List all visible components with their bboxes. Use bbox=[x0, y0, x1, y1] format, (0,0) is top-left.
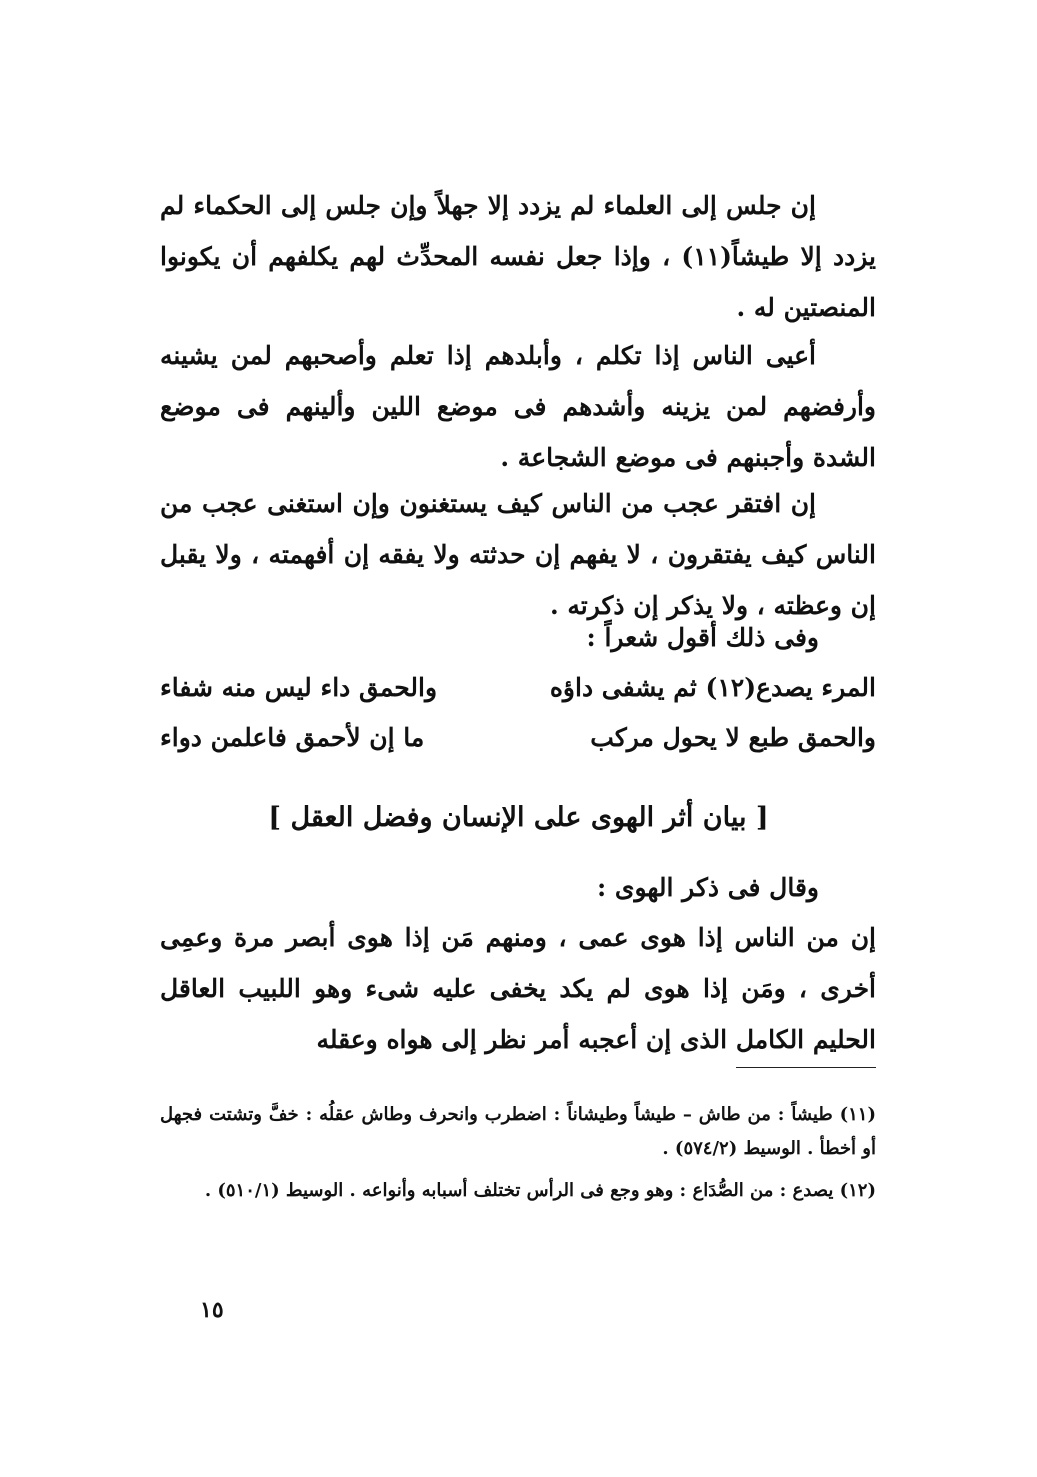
page-number: ١٥ bbox=[200, 1297, 224, 1323]
verse-2-first-hemistich: والحمق طبع لا يحول مركب bbox=[590, 723, 876, 752]
paragraph-2 bbox=[160, 330, 876, 483]
paragraph-2-text: أعيى الناس إذا تكلم ، وأبلدهم إذا تعلم وأصحبهم لمن يشينه وأرفضهم لمن يزينه وأشدهم فى موضع اللين وألينهم فى موضع الشدة وأجبنهم فى موضع الشجاعة . bbox=[160, 341, 876, 472]
section-intro: وقال فى ذكر الهوى : bbox=[596, 873, 819, 902]
footnote-divider bbox=[736, 1067, 876, 1068]
poem-verse-1 bbox=[160, 662, 876, 713]
paragraph-3-text: إن افتقر عجب من الناس كيف يستغنون وإن استغنى عجب من الناس كيف يفتقرون ، لا يفهم إن حدثته ولا يفقه إن أفهمته ، ولا يقبل إن وعظته ، ولا يذكر إن ذكرته . bbox=[160, 489, 876, 620]
footnote-11: (١١) طيشاً : من طاش – طيشاً وطيشاناً : اضطرب وانحرف وطاش عقلُه : خفَّ وتشتت فجهل أو أخطأ . الوسيط (٥٧٤/٢) . bbox=[160, 1104, 876, 1159]
section-paragraph bbox=[160, 912, 876, 1065]
verse-1-first-hemistich: المرء يصدع(١٢) ثم يشفى داؤه bbox=[549, 673, 876, 702]
section-heading: [ بيان أثر الهوى على الإنسان وفضل العقل ] bbox=[268, 802, 769, 833]
footnote-12: (١٢) يصدع : من الصُّدَاع : وهو وجع فى الرأس تختلف أسبابه وأنواعه . الوسيط (٥١٠/١) . bbox=[204, 1180, 876, 1201]
paragraph-1-text: إن جلس إلى العلماء لم يزدد إلا جهلاً وإن جلس إلى الحكماء لم يزدد إلا طيشاً(١١) ، وإذا جعل نفسه المحدِّث لهم يكلفهم أن يكونوا المنصتين له . bbox=[160, 191, 876, 322]
paragraph-3 bbox=[160, 478, 876, 631]
section-paragraph-text: إن من الناس إذا هوى عمى ، ومنهم مَن إذا هوى أبصر مرة وعمِى أخرى ، ومَن إذا هوى لم يكد يخفى عليه شىء وهو اللبيب العاقل الحليم الكامل الذى إن أعجبه أمر نظر إلى هواه وعقله bbox=[160, 923, 876, 1054]
verse-1-second-hemistich: والحمق داء ليس منه شفاء bbox=[160, 673, 438, 702]
verse-2-second-hemistich: ما إن لأحمق فاعلمن دواء bbox=[160, 723, 425, 752]
poem-intro: وفى ذلك أقول شعراً : bbox=[586, 623, 819, 652]
poem-verse-2 bbox=[160, 712, 876, 763]
paragraph-1 bbox=[160, 180, 876, 333]
footnotes bbox=[160, 1098, 876, 1216]
